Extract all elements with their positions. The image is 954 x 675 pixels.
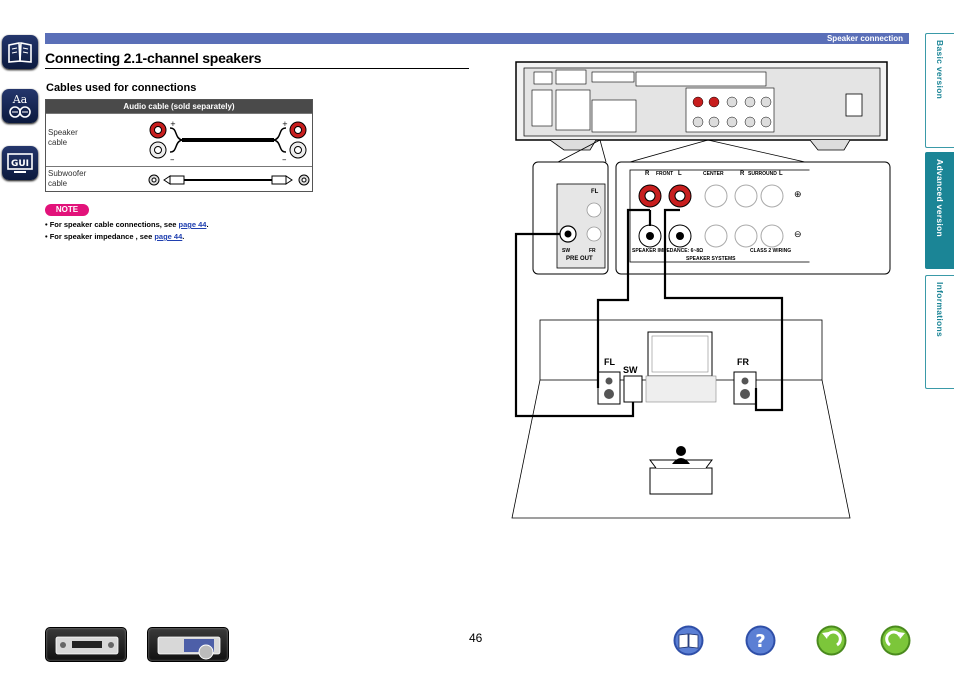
plus-symbol: ⊕ (794, 189, 802, 199)
front-label: FRONT (656, 171, 674, 177)
preout-sw-label: SW (562, 248, 571, 254)
note-text-end: . (182, 232, 185, 241)
surround-r-label: R (740, 171, 745, 177)
help-button[interactable] (745, 625, 776, 656)
back-icon (816, 625, 847, 656)
receiver-front-icon (46, 628, 128, 663)
receiver-front-button[interactable] (45, 627, 127, 662)
book-icon (673, 625, 704, 656)
tab-informations-label: Informations (935, 282, 945, 338)
fl-speaker-label: FL (604, 357, 615, 367)
note-line (45, 220, 209, 229)
help-icon (745, 625, 776, 656)
svg-text:?: ? (755, 631, 766, 652)
page-link[interactable]: page 44 (154, 232, 183, 241)
front-l-label: L (678, 171, 682, 177)
speaker-cable-illustration (144, 116, 314, 166)
remote-control-icon (148, 628, 230, 663)
svg-text:+: + (282, 120, 288, 128)
page-link[interactable]: page 44 (178, 220, 207, 229)
dictionary-icon[interactable] (2, 89, 38, 123)
subwoofer-cable-illustration (146, 171, 312, 189)
table-row (46, 113, 312, 166)
title-divider (45, 68, 469, 69)
svg-text:–: – (282, 155, 287, 165)
section-bar (45, 33, 909, 44)
remote-control-button[interactable] (147, 627, 229, 662)
section-label: Speaker connection (826, 34, 903, 43)
note-text: • For speaker cable connections, see (45, 220, 179, 229)
sw-speaker-label: SW (623, 365, 638, 375)
note-badge: NOTE (45, 204, 89, 216)
room-floor (512, 320, 850, 518)
tab-basic-version[interactable] (925, 33, 954, 148)
cable-table-header: Audio cable (sold separately) (46, 100, 312, 113)
receiver-rear-panel (516, 62, 887, 162)
tab-informations[interactable] (925, 275, 954, 389)
section-subtitle: Cables used for connections (46, 82, 197, 94)
front-r-label: R (645, 171, 650, 177)
page-title: Connecting 2.1-channel speakers (45, 50, 262, 66)
connection-diagram (500, 50, 900, 525)
preout-fr-label: FR (589, 248, 596, 254)
tab-advanced-version-label: Advanced version (935, 159, 945, 238)
gui-icon[interactable] (2, 146, 38, 180)
center-label: CENTER (703, 171, 724, 177)
minus-symbol: ⊖ (794, 229, 802, 239)
page-number: 46 (469, 631, 483, 645)
cable-table (45, 99, 313, 192)
preout-label: PRE OUT (566, 256, 593, 262)
note-text-end: . (206, 220, 209, 229)
surround-label: SURROUND (748, 171, 777, 177)
speaker-cable-label: Speaker cable (48, 128, 78, 147)
forward-icon (880, 625, 911, 656)
svg-text:+: + (170, 120, 176, 128)
back-button[interactable] (816, 625, 847, 656)
forward-button[interactable] (880, 625, 911, 656)
note-line (45, 232, 184, 241)
table-row (46, 166, 312, 192)
tab-basic-version-label: Basic version (935, 40, 945, 100)
speaker-terminal-zoom-box (616, 162, 890, 274)
note-text: • For speaker impedance , see (45, 232, 155, 241)
book-button[interactable] (673, 625, 704, 656)
gui-icon-text: GUI (10, 159, 30, 169)
fr-speaker-label: FR (737, 357, 749, 367)
class2-label: CLASS 2 WIRING (750, 248, 792, 254)
surround-l-label: L (779, 171, 783, 177)
subwoofer-cable-label: Subwoofer cable (48, 169, 87, 188)
tab-advanced-version[interactable] (925, 152, 954, 269)
systems-label: SPEAKER SYSTEMS (686, 256, 736, 262)
impedance-label: SPEAKER IMPEDANCE: 6~8Ω (632, 248, 704, 254)
fl-terminal-label: FL (591, 189, 599, 195)
svg-text:Aa: Aa (12, 93, 28, 106)
svg-text:–: – (170, 155, 175, 165)
book-icon[interactable] (2, 35, 38, 69)
